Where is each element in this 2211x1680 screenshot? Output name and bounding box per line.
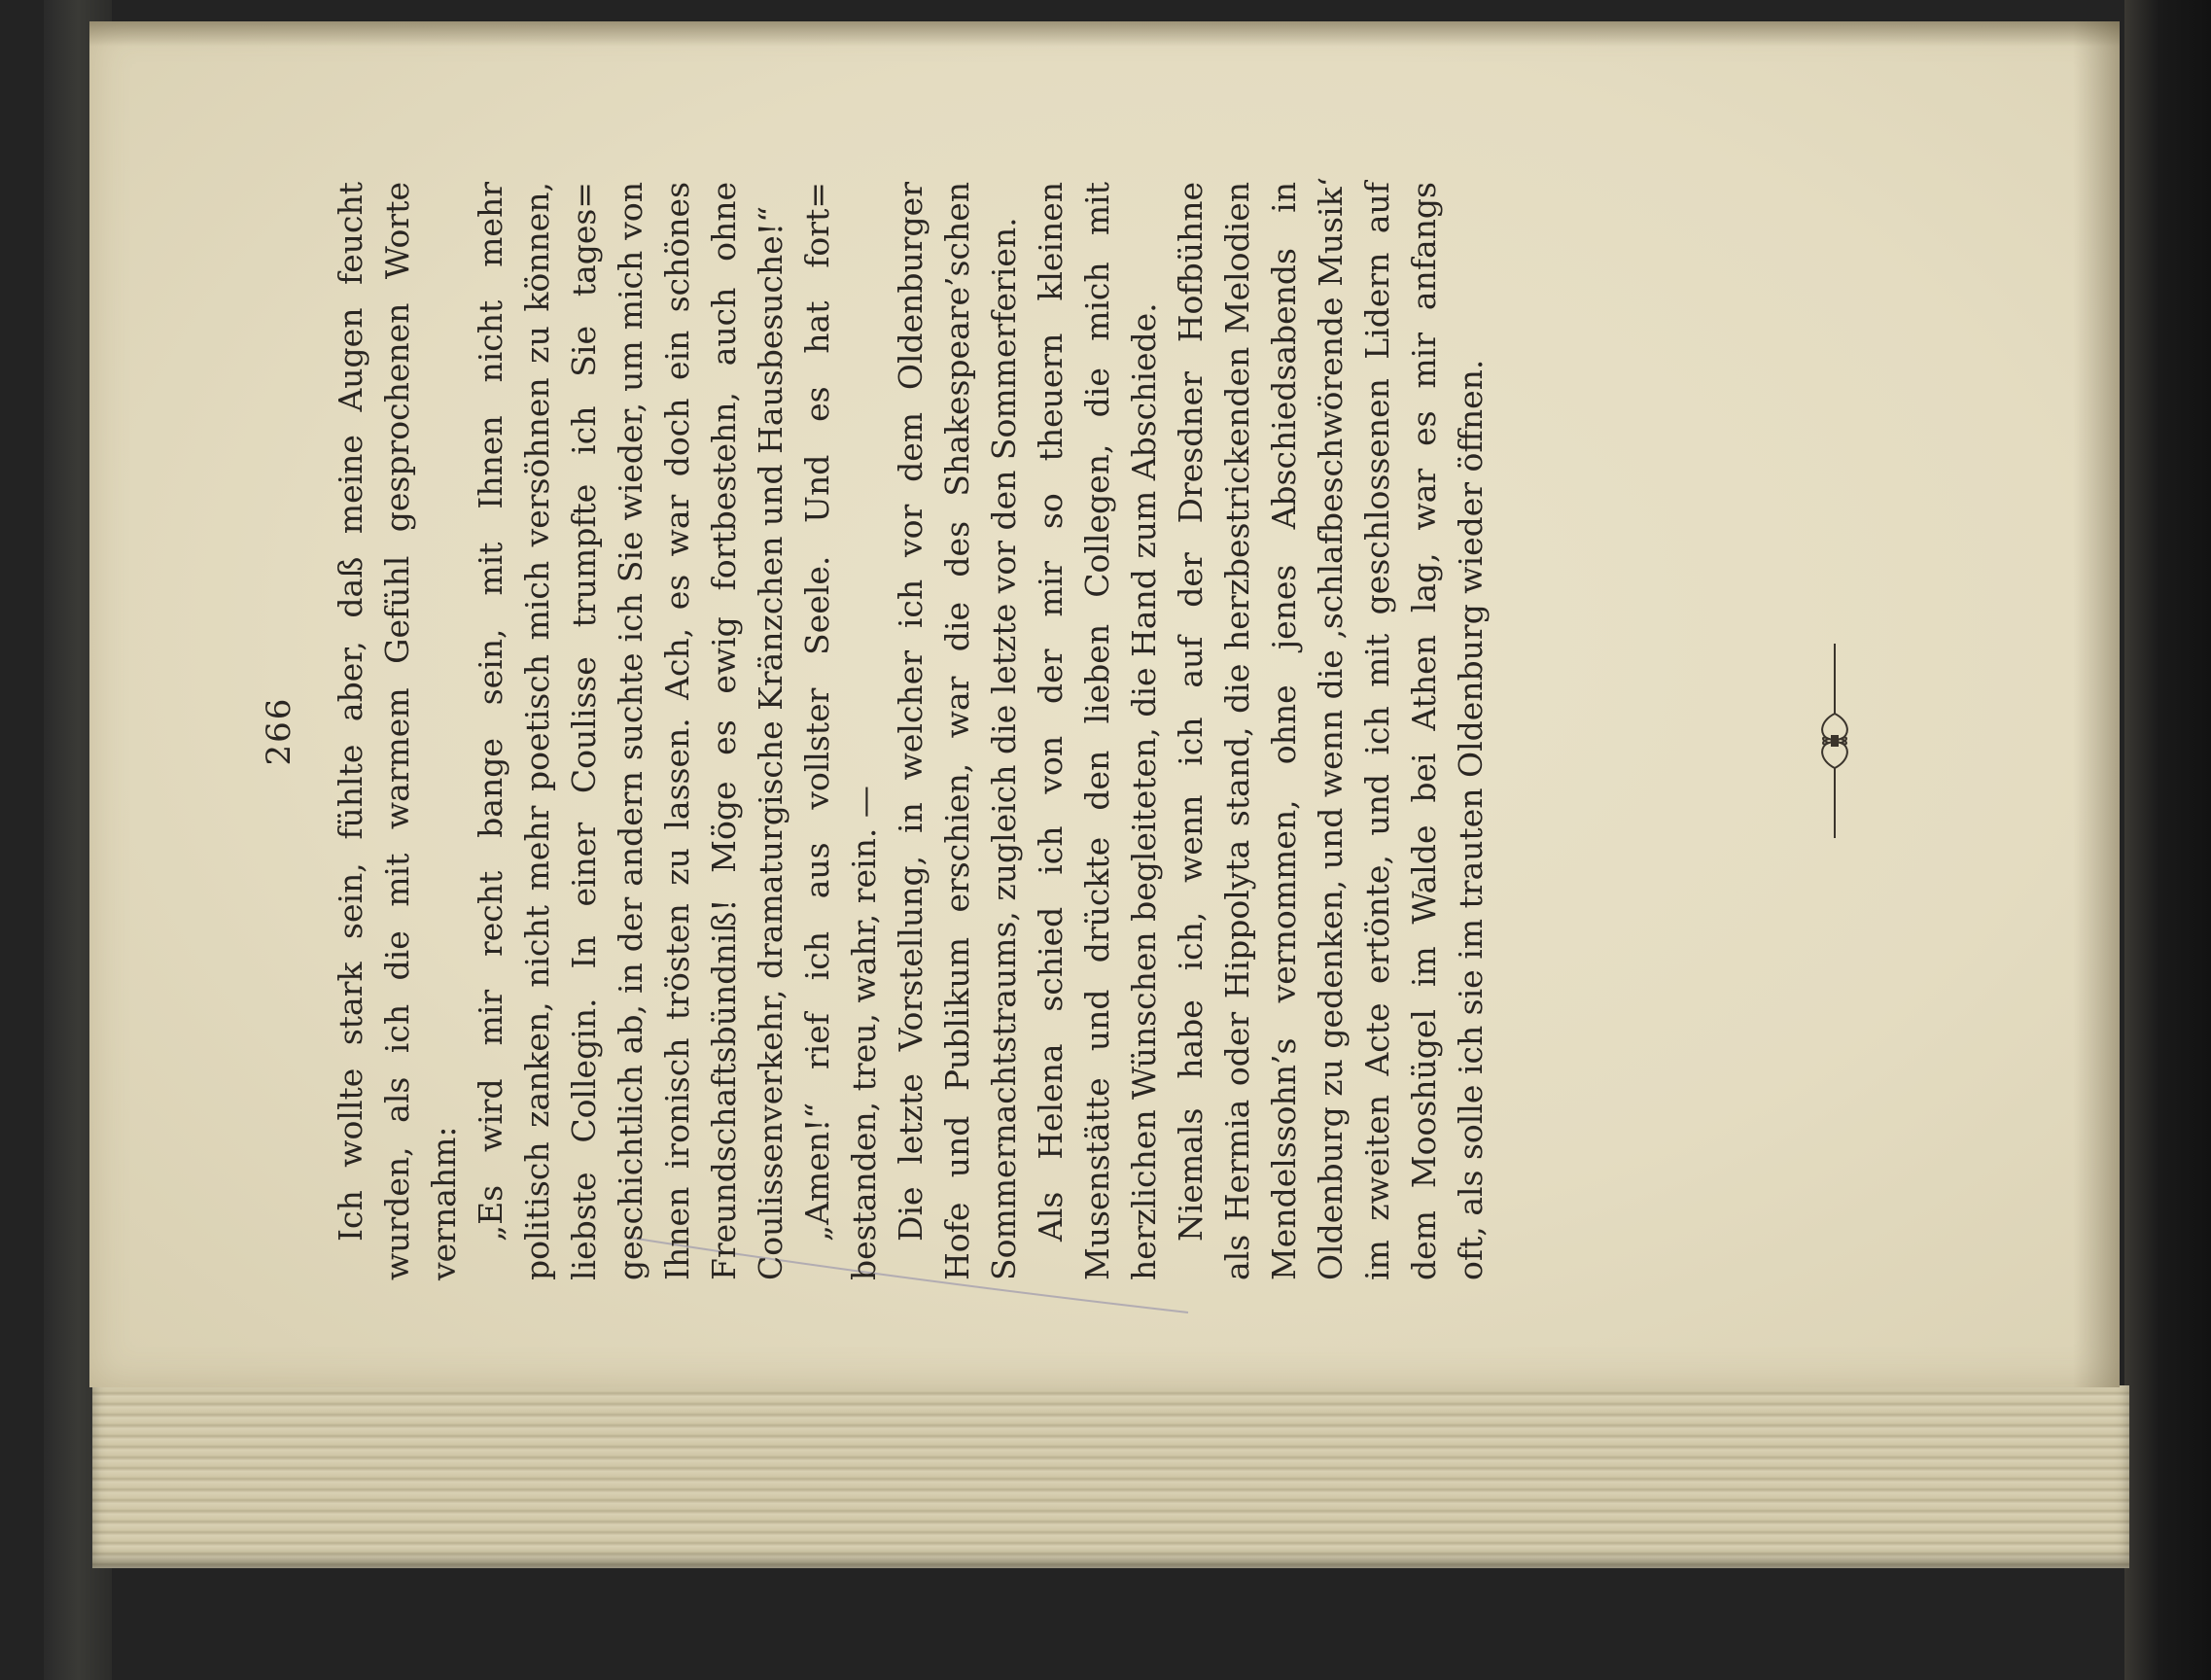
text-line: im zweiten Acte ertönte, und ich mit geschlossenen Lidern auf <box>1358 182 1396 1280</box>
book-page <box>89 21 2120 1387</box>
text-line: bestanden, treu, wahr, rein. — <box>845 786 883 1280</box>
text-line: Freundschaftsbündniß! Möge es ewig fortbestehn, auch ohne <box>705 182 743 1280</box>
ornamental-divider-icon <box>1815 644 1854 838</box>
text-line: vernahm: <box>425 1126 463 1280</box>
text-line: Oldenburg zu gedenken, und wenn die ‚schlafbeschwörende Musik‘ <box>1312 176 1350 1280</box>
text-line: Ich wollte stark sein, fühlte aber, daß meine Augen feucht <box>332 182 369 1242</box>
text-line: Ihnen ironisch trösten zu lassen. Ach, es war doch ein schönes <box>658 182 696 1280</box>
page-block-edge <box>92 1385 2129 1568</box>
text-line: Musenstätte und drückte den lieben Collegen, die mich mit <box>1078 182 1116 1280</box>
text-line: „Amen!“ rief ich aus vollster Seele. Und es hat fort= <box>798 182 836 1242</box>
text-line: „Es wird mir recht bange sein, mit Ihnen nicht mehr <box>472 182 509 1242</box>
page-number: 266 <box>260 696 298 766</box>
text-line: politisch zanken, nicht mehr poetisch mich versöhnen zu können, <box>518 182 556 1280</box>
text-line: oft, als solle ich sie im trauten Oldenburg wieder öffnen. <box>1452 359 1490 1280</box>
text-line: Coulissenverkehr, dramaturgische Kränzchen und Hausbesuche!“ <box>752 206 790 1280</box>
page-text-block <box>260 176 1494 1280</box>
text-line: geschichtlich ab, in der andern suchte ich Sie wieder, um mich von <box>612 182 649 1280</box>
text-line: dem Mooshügel im Walde bei Athen lag, war es mir anfangs <box>1405 182 1443 1280</box>
text-line: Sommernachtstraums, zugleich die letzte vor den Sommerferien. <box>985 217 1023 1280</box>
cover-right-edge <box>2124 0 2211 1680</box>
text-line: herzlichen Wünschen begleiteten, die Hand zum Abschiede. <box>1125 302 1163 1280</box>
text-line: Hofe und Publikum erschien, war die des Shakespeare’schen <box>938 182 976 1280</box>
text-line: wurden, als ich die mit warmem Gefühl gesprochenen Worte <box>378 182 416 1280</box>
text-line: liebste Collegin. In einer Coulisse trumpfte ich Sie tages= <box>565 182 603 1280</box>
text-lines <box>328 176 1494 1280</box>
text-line: Als Helena schied ich von der mir so theuern kleinen <box>1032 182 1070 1242</box>
text-line: Niemals habe ich, wenn ich auf der Dresdner Hofbühne <box>1172 182 1210 1242</box>
text-line: Die letzte Vorstellung, in welcher ich vor dem Oldenburger <box>892 182 930 1242</box>
text-line: Mendelssohn’s vernommen, ohne jenes Abschiedsabends in <box>1265 182 1303 1280</box>
text-line: als Hermia oder Hippolyta stand, die herzbestrickenden Melodien <box>1218 182 1256 1280</box>
